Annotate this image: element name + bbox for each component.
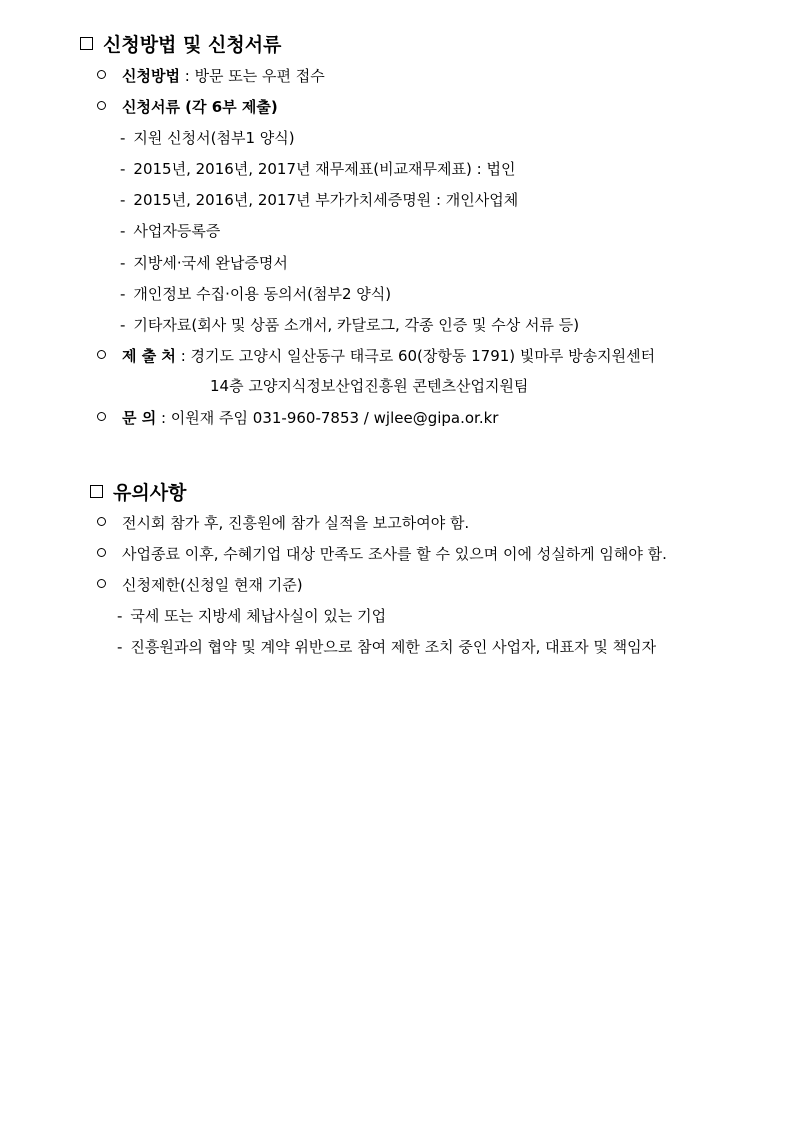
sub-item: - 국세 또는 지방세 체납사실이 있는 기업 bbox=[117, 607, 387, 625]
sub-item: - 기타자료(회사 및 상품 소개서, 카달로그, 각종 인증 및 수상 서류 등) bbox=[120, 316, 580, 334]
item-separator: : bbox=[179, 67, 195, 85]
item-separator: : bbox=[175, 347, 191, 365]
sub-item-text: 사업자등록증 bbox=[133, 222, 221, 240]
circle-bullet-icon bbox=[97, 517, 106, 526]
circle-bullet-icon bbox=[97, 101, 106, 110]
list-item-submit bbox=[97, 346, 655, 366]
sub-item-text: 개인정보 수집·이용 동의서(첨부2 양식) bbox=[133, 285, 392, 303]
sub-item-text: 지방세·국세 완납증명서 bbox=[133, 254, 288, 272]
checkbox-square-icon bbox=[90, 485, 103, 498]
section-heading-notes bbox=[90, 478, 186, 505]
item-text: 전시회 참가 후, 진흥원에 참가 실적을 보고하여야 함. bbox=[122, 514, 470, 532]
item-text: 사업종료 이후, 수혜기업 대상 만족도 조사를 할 수 있으며 이에 성실하게 임해야 함. bbox=[122, 545, 667, 563]
circle-bullet-icon bbox=[97, 579, 106, 588]
circle-bullet-icon bbox=[97, 548, 106, 557]
list-item-contact bbox=[97, 408, 498, 428]
sub-item: - 2015년, 2016년, 2017년 부가가치세증명원 : 개인사업체 bbox=[120, 191, 519, 209]
sub-item-text: 2015년, 2016년, 2017년 재무제표(비교재무제표) : 법인 bbox=[133, 160, 516, 178]
item-value: 이원재 주임 031-960-7853 / wjlee@gipa.or.kr bbox=[170, 409, 499, 427]
circle-bullet-icon bbox=[97, 350, 106, 359]
list-item-note bbox=[97, 544, 667, 564]
sub-item-text: 기타자료(회사 및 상품 소개서, 카달로그, 각종 인증 및 수상 서류 등) bbox=[133, 316, 580, 334]
sub-item: - 지원 신청서(첨부1 양식) bbox=[120, 129, 295, 147]
list-item-note bbox=[97, 575, 303, 595]
checkbox-square-icon bbox=[80, 37, 93, 50]
item-label: 신청방법 bbox=[122, 67, 180, 85]
section-title: 신청방법 및 신청서류 bbox=[103, 34, 282, 56]
sub-item: - 개인정보 수집·이용 동의서(첨부2 양식) bbox=[120, 285, 392, 303]
item-label: 제 출 처 bbox=[122, 347, 176, 365]
list-item-docs bbox=[97, 97, 278, 117]
item-text: 신청제한(신청일 현재 기준) bbox=[122, 576, 303, 594]
item-label: 문 의 bbox=[122, 409, 157, 427]
circle-bullet-icon bbox=[97, 412, 106, 421]
sub-item-text: 국세 또는 지방세 체납사실이 있는 기업 bbox=[130, 607, 387, 625]
item-value: 방문 또는 우편 접수 bbox=[194, 67, 325, 85]
sub-item: - 지방세·국세 완납증명서 bbox=[120, 254, 288, 272]
sub-item: - 사업자등록증 bbox=[120, 222, 221, 240]
list-item-method bbox=[97, 66, 325, 86]
item-label: 신청서류 (각 6부 제출) bbox=[122, 98, 278, 116]
sub-item: - 2015년, 2016년, 2017년 재무제표(비교재무제표) : 법인 bbox=[120, 160, 516, 178]
section-title: 유의사항 bbox=[113, 482, 187, 504]
item-separator: : bbox=[156, 409, 171, 427]
circle-bullet-icon bbox=[97, 70, 106, 79]
list-item-note bbox=[97, 513, 469, 533]
section-heading-application bbox=[80, 30, 281, 57]
sub-item-text: 지원 신청서(첨부1 양식) bbox=[133, 129, 295, 147]
sub-item-text: 진흥원과의 협약 및 계약 위반으로 참여 제한 조치 중인 사업자, 대표자 및 책임자 bbox=[130, 638, 657, 656]
item-value: 경기도 고양시 일산동구 태극로 60(장항동 1791) 빛마루 방송지원센터 bbox=[190, 347, 656, 365]
sub-item-text: 2015년, 2016년, 2017년 부가가치세증명원 : 개인사업체 bbox=[133, 191, 519, 209]
submit-address-line2: 14층 고양지식정보산업진흥원 콘텐츠산업지원팀 bbox=[210, 377, 529, 395]
sub-item: - 진흥원과의 협약 및 계약 위반으로 참여 제한 조치 중인 사업자, 대표자 및 책임자 bbox=[117, 638, 657, 656]
